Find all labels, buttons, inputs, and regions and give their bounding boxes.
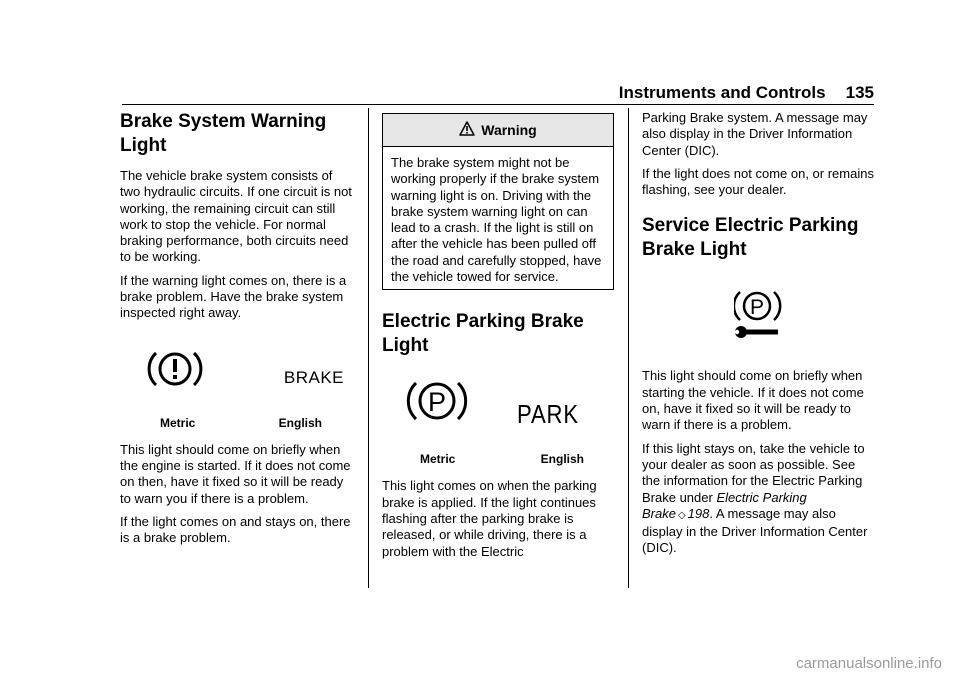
heading-service-electric-parking-brake-light: Service Electric Parking Brake Light [642, 215, 859, 261]
svg-text:P: P [427, 387, 447, 418]
parking-brake-icon [406, 373, 468, 434]
warning-text: The brake system might not be working properly if the brake system warning light is on. Driving with the brake system warning light on can lead to a crash. If the light is still on after the vehicle has been pulled off the road and carefully stopped, have the vehicle towed for service. [391, 155, 602, 285]
paragraph: If the warning light comes on, there is a brake problem. Have the brake system inspected right away. [120, 272, 347, 321]
brake-warning-icon [146, 345, 204, 398]
column-1 [120, 110, 354, 553]
park-english-label: PARK [517, 399, 580, 430]
column-divider [628, 108, 629, 588]
park-icon-row [382, 372, 614, 434]
paragraph: If the light does not come on, or remains flashing, see your dealer. [642, 165, 874, 198]
svg-text:P: P [749, 296, 765, 320]
warning-box [382, 113, 614, 290]
icon-captions [382, 452, 614, 466]
caption-metric: Metric [160, 415, 196, 430]
column-3 [642, 110, 874, 564]
warning-header [383, 114, 613, 147]
paragraph [642, 441, 874, 557]
watermark: carmanualsonline.info [796, 655, 942, 672]
section-title: Instruments and Controls [618, 83, 826, 102]
service-parking-brake-icon [734, 286, 874, 346]
page-number: 135 [845, 83, 874, 102]
running-header [619, 83, 874, 103]
paragraph: This light comes on when the parking brake is applied. If the light continues flashing after the parking brake is released, or while driving, there is a problem with the Electric [382, 478, 597, 559]
paragraph: This light should come on briefly when starting the vehicle. If it does not come on, have it fixed so it will be ready to warn if there is a problem. [642, 368, 864, 433]
paragraph-text: If this light stays on, take the vehicle to your dealer as soon as possible. See the information for the Electric Parking Brake under [642, 440, 865, 505]
brake-icon-row [120, 344, 354, 398]
warning-triangle-icon [459, 121, 475, 139]
paragraph: Parking Brake system. A message may also display in the Driver Information Center (DIC). [642, 110, 868, 158]
heading-brake-system-warning-light: Brake System Warning Light [120, 111, 327, 156]
paragraph: The vehicle brake system consists of two hydraulic circuits. If one circuit is not working, the remaining circuit can still work to stop the vehicle. For normal braking performance, both circuits need to be working. [120, 168, 352, 265]
warning-title: Warning [481, 122, 537, 138]
icon-captions [120, 416, 354, 430]
caption-english: English [278, 415, 322, 430]
paragraph: If the light comes on and stays on, there is a brake problem. [120, 513, 351, 546]
caption-english: English [540, 452, 584, 467]
heading-electric-parking-brake-light: Electric Parking Brake Light [382, 311, 584, 357]
brake-english-label: BRAKE [283, 367, 344, 387]
column-2 [382, 110, 614, 567]
paragraph: This light should come on briefly when the engine is started. If it does not come on then, have it fixed so it will be ready to warn you if there is a problem. [120, 441, 351, 506]
caption-metric: Metric [420, 452, 456, 467]
header-rule [122, 104, 874, 105]
xref-link[interactable]: Electric Parking Brake [642, 489, 807, 521]
xref-page[interactable]: 198 [687, 505, 710, 521]
paragraph-text: . A message may also display in the Driver Information Center (DIC). [642, 505, 868, 556]
warning-body [383, 147, 613, 289]
page-reference-arrow-icon: ◇ [677, 509, 686, 521]
column-divider [368, 108, 369, 588]
